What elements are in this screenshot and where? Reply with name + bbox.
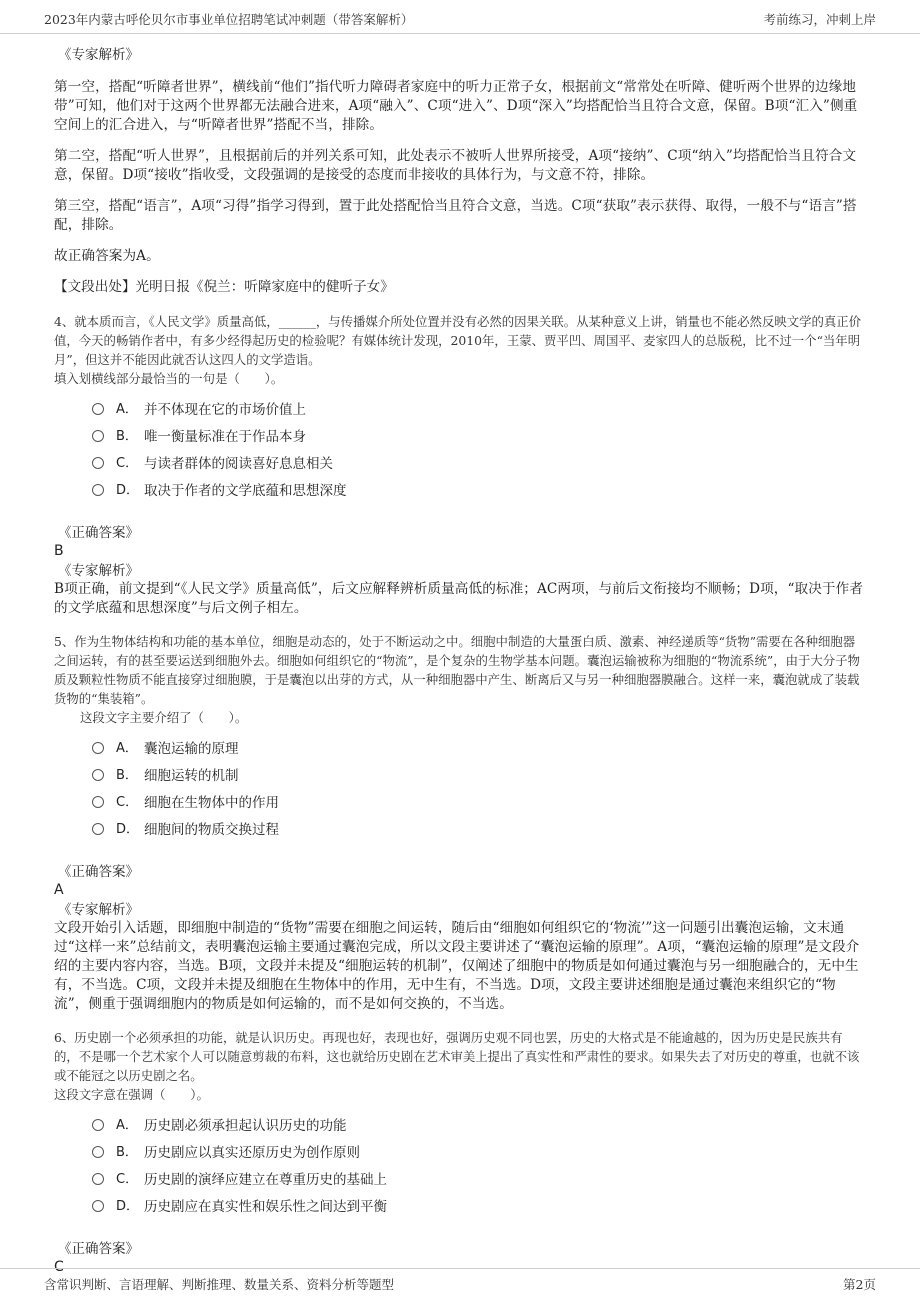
option-text: 取决于作者的文学底蕴和思想深度: [144, 482, 347, 499]
analysis-conclusion: 故正确答案为A。: [54, 248, 160, 264]
option-letter: B．: [116, 768, 138, 783]
radio-icon[interactable]: [92, 742, 104, 754]
option-text: 与读者群体的阅读喜好息息相关: [144, 455, 333, 472]
correct-answer-label: 《正确答案》: [58, 1241, 139, 1257]
question-prompt: 这段文字主要介绍了（ ）。: [80, 710, 248, 725]
option-text: 并不体现在它的市场价值上: [144, 401, 306, 418]
correct-answer: B: [54, 543, 64, 559]
correct-answer: C: [54, 1259, 64, 1275]
option-text: 历史剧必须承担起认识历史的功能: [144, 1117, 347, 1134]
radio-icon[interactable]: [92, 1146, 104, 1158]
option-b[interactable]: [54, 1137, 866, 1164]
question-6: [54, 1028, 866, 1276]
question-4: [54, 312, 866, 618]
analysis-paragraph: 第一空，搭配“听障者世界”，横线前“他们”指代听力障碍者家庭中的听力正常子女，根据前文“常常处在听障、健听两个世界的边缘地带”可知，他们对于这两个世界都无法融合进来，A项“融入”、C项“进入”、D项“深入”均搭配恰当且符合文意，保留。B项“汇入”侧重空间上的汇合进入，与“听障者世界”搭配不当，排除。: [54, 79, 858, 133]
expert-analysis-text: B项正确，前文提到“《人民文学》质量高低”，后文应解释辨析质量高低的标准；AC两项，与前后文衔接均不顺畅；D项，“取决于作者的文学底蕴和思想深度”与后文例子相左。: [54, 581, 864, 616]
analysis-paragraph: 第二空，搭配“听人世界”，且根据前后的并列关系可知，此处表示不被听人世界所接受，A项“接纳”、C项“纳入”均搭配恰当且符合文意，保留。D项“接收”指收受，文段强调的是接受的态度而非接收的具体行为，与文意不符，排除。: [54, 148, 857, 183]
passage-source: 【文段出处】光明日报《倪兰：听障家庭中的健听子女》: [54, 279, 394, 295]
option-b[interactable]: [54, 421, 866, 448]
option-letter: D．: [116, 483, 140, 498]
option-text: 历史剧应在真实性和娱乐性之间达到平衡: [144, 1198, 387, 1215]
page-content: [54, 38, 866, 1276]
question-3-analysis: [54, 46, 866, 297]
option-b[interactable]: [54, 760, 866, 787]
analysis-paragraph: 第三空，搭配“语言”，A项“习得”指学习得到，置于此处搭配恰当且符合文意，当选。C项“获取”表示获得、取得，一般不与“语言”搭配，排除。: [54, 198, 857, 233]
answer-options: [54, 1110, 866, 1218]
option-text: 细胞运转的机制: [144, 767, 239, 784]
question-prompt: 这段文字意在强调（ ）。: [54, 1087, 209, 1102]
correct-answer-label: 《正确答案》: [58, 525, 139, 541]
expert-analysis-label: 《专家解析》: [58, 47, 139, 63]
page-footer: [0, 1268, 920, 1303]
footer-note: 含常识判断、言语理解、判断推理、数量关系、资料分析等题型: [44, 1277, 395, 1292]
radio-icon[interactable]: [92, 457, 104, 469]
option-c[interactable]: [54, 448, 866, 475]
option-text: 细胞间的物质交换过程: [144, 821, 279, 838]
answer-options: [54, 394, 866, 502]
expert-analysis-text: [54, 78, 866, 266]
question-stem: 5、作为生物体结构和功能的基本单位，细胞是动态的，处于不断运动之中。细胞中制造的大量蛋白质、激素、神经递质等“货物”需要在各种细胞器之间运转，有的甚至要运送到细胞外去。细胞如何组织它的“物流”，是个复杂的生物学基本问题。囊泡运输被称为细胞的“物流系统”，由于大分子物质及颗粒性物质不能直接穿过细胞膜，于是囊泡以出芽的方式，从一种细胞器中产生、断离后又与另一种细胞器膜融合。这样一来，囊泡就成了装载货物的“集装箱”。: [54, 634, 860, 706]
question-5: [54, 632, 866, 1014]
option-text: 囊泡运输的原理: [144, 740, 239, 757]
option-letter: A．: [116, 1118, 138, 1133]
document-title: 2023年内蒙古呼伦贝尔市事业单位招聘笔试冲刺题（带答案解析）: [44, 12, 414, 27]
option-text: 唯一衡量标准在于作品本身: [144, 428, 306, 445]
expert-analysis-label: 《专家解析》: [58, 902, 139, 918]
correct-answer: A: [54, 882, 64, 898]
option-text: 细胞在生物体中的作用: [144, 794, 279, 811]
radio-icon[interactable]: [92, 430, 104, 442]
answer-options: [54, 733, 866, 841]
option-letter: C．: [116, 456, 139, 471]
option-text: 历史剧的演绎应建立在尊重历史的基础上: [144, 1171, 387, 1188]
option-letter: A．: [116, 741, 138, 756]
option-d[interactable]: [54, 475, 866, 502]
option-d[interactable]: [54, 814, 866, 841]
question-stem: 6、历史剧一个必须承担的功能，就是认识历史。再现也好，表现也好，强调历史观不同也罢，历史的大格式是不能逾越的，因为历史是民族共有的，不是哪一个艺术家个人可以随意剪裁的布料，这也就给历史剧在艺术审美上提出了真实性和严肃性的要求。如果失去了对历史的尊重，也就不该或不能冠之以历史剧之名。: [54, 1030, 860, 1083]
radio-icon[interactable]: [92, 1119, 104, 1131]
option-a[interactable]: [54, 1110, 866, 1137]
option-text: 历史剧应以真实还原历史为创作原则: [144, 1144, 360, 1161]
question-prompt: 填入划横线部分最恰当的一句是（ ）。: [54, 371, 284, 386]
option-letter: B．: [116, 1145, 138, 1160]
option-d[interactable]: [54, 1191, 866, 1218]
option-letter: C．: [116, 795, 139, 810]
radio-icon[interactable]: [92, 823, 104, 835]
option-a[interactable]: [54, 733, 866, 760]
option-letter: C．: [116, 1172, 139, 1187]
correct-answer-label: 《正确答案》: [58, 864, 139, 880]
option-letter: B．: [116, 429, 138, 444]
page-header: [0, 0, 920, 34]
option-letter: A．: [116, 402, 138, 417]
radio-icon[interactable]: [92, 1173, 104, 1185]
expert-analysis-text: 文段开始引入话题，即细胞中制造的“货物”需要在细胞之间运转，随后由“细胞如何组织它的‘物流’”这一问题引出囊泡运输，文末通过“这样一来”总结前文，表明囊泡运输主要通过囊泡完成，所以文段主要讲述了“囊泡运输的原理”。A项，“囊泡运输的原理”是文段介绍的主要内容内容，当选。B项，文段并未提及“细胞运转的机制”，仅阐述了细胞中的物质是如何通过囊泡与另一细胞融合的，无中生有，不当选。C项，文段并未提及细胞在生物体中的作用，无中生有，不当选。D项，文段主要讲述细胞是通过囊泡来组织它的“物流”，侧重于强调细胞内的物质是如何运输的，而不是如何交换的，不当选。: [54, 920, 860, 1012]
radio-icon[interactable]: [92, 484, 104, 496]
option-c[interactable]: [54, 787, 866, 814]
option-letter: D．: [116, 822, 140, 837]
question-stem: 4、就本质而言，《人民文学》质量高低，______，与传播媒介所处位置并没有必然的因果关联。从某种意义上讲，销量也不能必然反映文学的真正价值，今天的畅销作者中，有多少经得起历史的检验呢？有媒体统计发现，2010年，王蒙、贾平凹、周国平、麦家四人的总版税，比不过一个“当年明月”，但这并不能因此就否认这四人的文学造诣。: [54, 314, 862, 367]
header-slogan: 考前练习，冲刺上岸: [763, 12, 876, 27]
option-letter: D．: [116, 1199, 140, 1214]
radio-icon[interactable]: [92, 1200, 104, 1212]
radio-icon[interactable]: [92, 796, 104, 808]
radio-icon[interactable]: [92, 403, 104, 415]
option-c[interactable]: [54, 1164, 866, 1191]
option-a[interactable]: [54, 394, 866, 421]
page-number: 第2页: [843, 1277, 876, 1292]
expert-analysis-label: 《专家解析》: [58, 563, 139, 579]
radio-icon[interactable]: [92, 769, 104, 781]
